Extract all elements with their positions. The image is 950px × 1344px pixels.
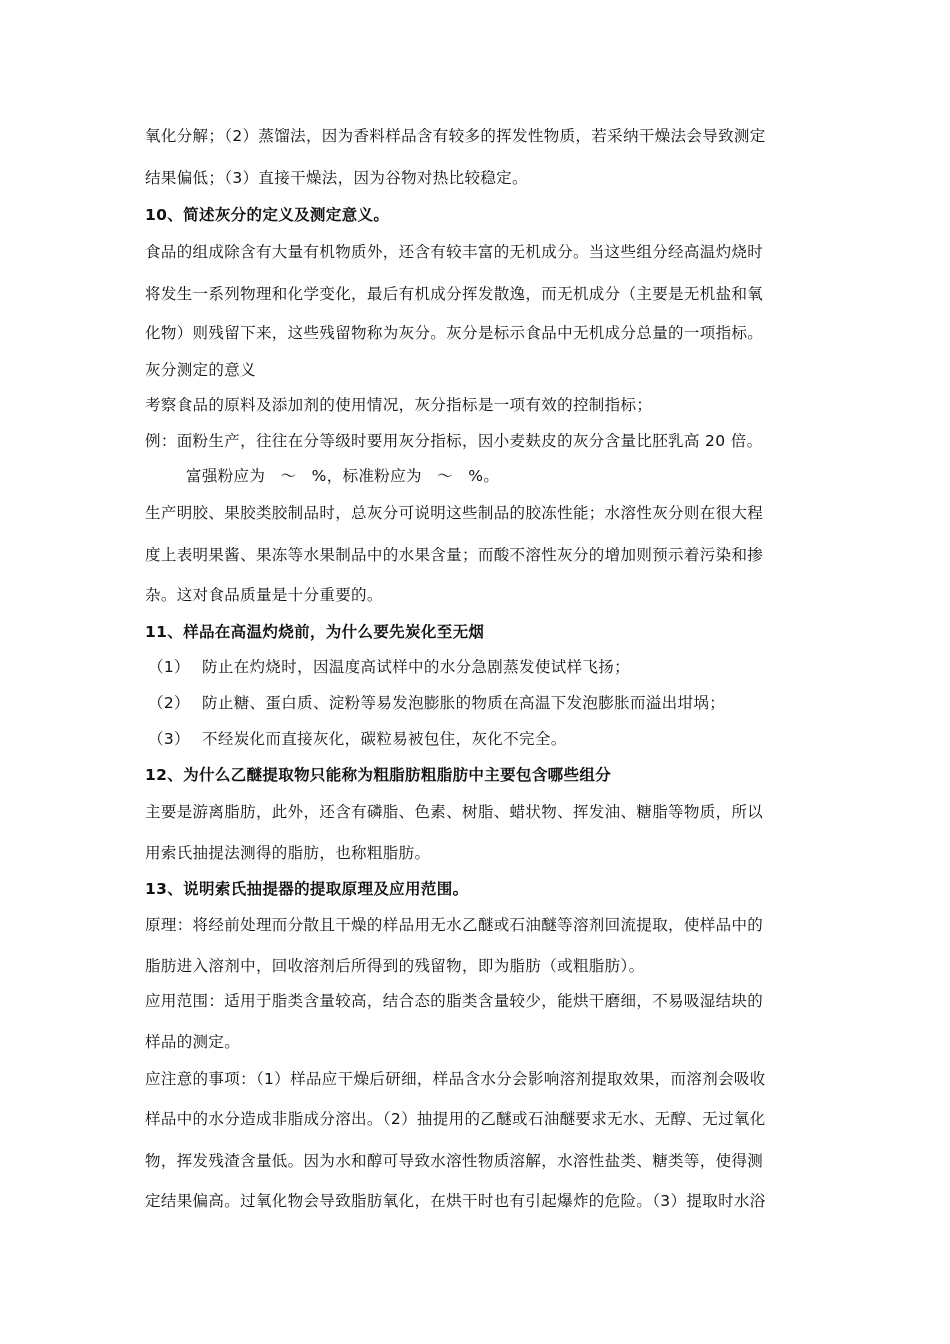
text-line: 考察食品的原料及添加剂的使用情况，灰分指标是一项有效的控制指标； xyxy=(145,396,653,414)
list-item xyxy=(148,693,725,713)
text-line: 生产明胶、果胶类胶制品时，总灰分可说明这些制品的胶冻性能；水溶性灰分则在很大程 xyxy=(145,504,764,522)
list-number: （2） xyxy=(148,694,190,712)
text-line: 脂肪进入溶剂中，回收溶剂后所得到的残留物，即为脂肪（或粗脂肪）。 xyxy=(145,957,645,975)
text-line: 样品的测定。 xyxy=(145,1033,241,1051)
list-item xyxy=(148,729,567,749)
text-line: 主要是游离脂肪，此外，还含有磷脂、色素、树脂、蜡状物、挥发油、糖脂等物质，所以 xyxy=(145,803,764,821)
text-line: 样品中的水分造成非脂成分溶出。（2）抽提用的乙醚或石油醚要求无水、无醇、无过氧化 xyxy=(145,1110,766,1128)
text-line: 原理：将经前处理而分散且干燥的样品用无水乙醚或石油醚等溶剂回流提取，使样品中的 xyxy=(145,916,764,934)
text-line: 氧化分解；（2）蒸馏法，因为香料样品含有较多的挥发性物质，若采纳干燥法会导致测定 xyxy=(145,127,766,145)
text-line: 应注意的事项：（1）样品应干燥后研细，样品含水分会影响溶剂提取效果，而溶剂会吸收 xyxy=(145,1070,766,1088)
question-heading-11: 11、样品在高温灼烧前，为什么要先炭化至无烟 xyxy=(145,623,485,641)
text-line: 用索氏抽提法测得的脂肪，也称粗脂肪。 xyxy=(145,844,431,862)
list-item xyxy=(148,657,630,677)
text-line: 应用范围：适用于脂类含量较高，结合态的脂类含量较少，能烘干磨细，不易吸湿结块的 xyxy=(145,992,764,1010)
text-line: 化物）则残留下来，这些残留物称为灰分。灰分是标示食品中无机成分总量的一项指标。 xyxy=(145,324,764,342)
list-number: （1） xyxy=(148,658,190,676)
list-text: 防止糖、蛋白质、淀粉等易发泡膨胀的物质在高温下发泡膨胀而溢出坩埚； xyxy=(202,694,726,712)
text-line: 食品的组成除含有大量有机物质外，还含有较丰富的无机成分。当这些组分经高温灼烧时 xyxy=(145,243,764,261)
text-line: 将发生一系列物理和化学变化，最后有机成分挥发散逸，而无机成分（主要是无机盐和氧 xyxy=(145,285,764,303)
question-heading-12: 12、为什么乙醚提取物只能称为粗脂肪粗脂肪中主要包含哪些组分 xyxy=(145,766,612,784)
text-line: 例：面粉生产，往往在分等级时要用灰分指标，因小麦麸皮的灰分含量比胚乳高 20 倍。 xyxy=(145,432,763,450)
question-heading-10: 10、简述灰分的定义及测定意义。 xyxy=(145,206,390,224)
list-text: 防止在灼烧时，因温度高试样中的水分急剧蒸发使试样飞扬； xyxy=(202,658,630,676)
question-heading-13: 13、说明索氏抽提器的提取原理及应用范围。 xyxy=(145,880,469,898)
text-line: 物，挥发残渣含量低。因为水和醇可导致水溶性物质溶解，水溶性盐类、糖类等，使得测 xyxy=(145,1152,764,1170)
text-line: 杂。这对食品质量是十分重要的。 xyxy=(145,586,383,604)
text-line: 富强粉应为 ～ %，标准粉应为 ～ %。 xyxy=(186,467,500,485)
list-text: 不经炭化而直接灰化，碳粒易被包住，灰化不完全。 xyxy=(202,730,567,748)
text-line: 度上表明果酱、果冻等水果制品中的水果含量；而酸不溶性灰分的增加则预示着污染和掺 xyxy=(145,546,764,564)
text-line: 结果偏低；（3）直接干燥法，因为谷物对热比较稳定。 xyxy=(145,169,528,187)
list-number: （3） xyxy=(148,730,190,748)
text-line: 定结果偏高。过氧化物会导致脂肪氧化，在烘干时也有引起爆炸的危险。（3）提取时水浴 xyxy=(145,1192,766,1210)
text-line: 灰分测定的意义 xyxy=(145,361,256,379)
